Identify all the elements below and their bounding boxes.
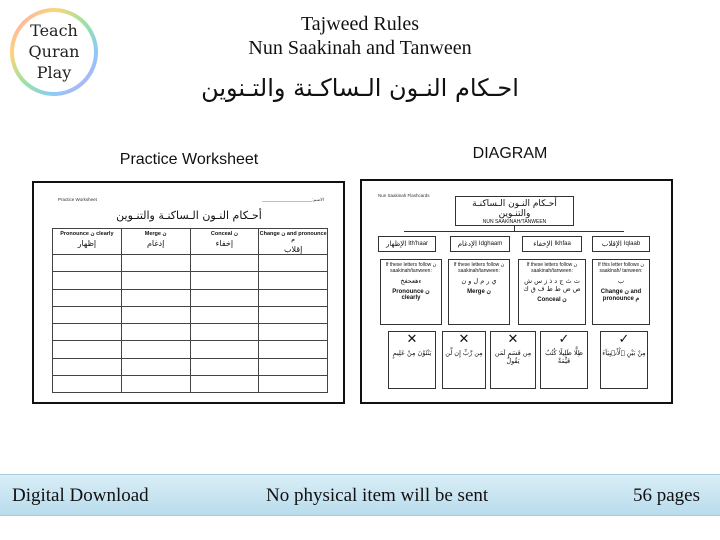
table-cell [259, 341, 328, 358]
table-row [53, 324, 328, 341]
logo-line-3: Play [36, 63, 72, 82]
page-count-label: 56 pages [632, 485, 700, 506]
table-cell [53, 289, 122, 306]
category-arabic: الإخفاء [533, 240, 553, 248]
check-icon: ✓ [618, 332, 630, 347]
category-ikhfaa [522, 236, 582, 252]
table-cell [53, 255, 122, 272]
rule-intro: If these letters follow ن saakinah/tanween: [453, 262, 505, 274]
table-cell [53, 375, 122, 392]
table-row [53, 341, 328, 358]
table-cell [190, 358, 259, 375]
rule-box-idghaam [448, 259, 510, 325]
table-cell [259, 375, 328, 392]
table-cell [190, 289, 259, 306]
digital-download-label: Digital Download [12, 485, 149, 506]
table-cell [259, 306, 328, 323]
rule-action: Merge ن [467, 289, 491, 295]
rule-intro: If this letter follows ن saakinah/ tanween: [597, 262, 645, 274]
rule-box-iqlaab [592, 259, 650, 325]
table-row [53, 358, 328, 375]
column-label: Change ن and pronounce م [259, 231, 327, 243]
practice-worksheet-preview [32, 181, 345, 404]
table-cell [121, 341, 190, 358]
worksheet-label: Practice Worksheet [58, 197, 97, 202]
table-cell [259, 358, 328, 375]
category-english: Ikhfaa [554, 241, 571, 247]
table-cell [190, 375, 259, 392]
diagram-root-english: NUN SAAKINAH/TANWEEN [482, 219, 547, 225]
worksheet-arabic-title: أحـكام النـون الـساكنـة والتنـوين [116, 209, 262, 222]
table-cell [259, 255, 328, 272]
rule-action: Change ن and pronounce م [600, 289, 642, 302]
category-arabic: الإقلاب [601, 240, 622, 248]
example-card [388, 331, 436, 389]
rule-intro: If these letters follow ن saakinah/tanween: [526, 262, 578, 274]
table-cell [190, 306, 259, 323]
table-cell [190, 272, 259, 289]
cross-icon: ✕ [406, 332, 418, 347]
info-banner [0, 474, 720, 516]
rule-action: Pronounce ن clearly [392, 289, 430, 301]
card-arabic: يَنْئَوْنَ مِنْ عَلِيمٍ [392, 349, 432, 357]
card-arabic: مِن رَّبِّ إِن لَّن [445, 349, 483, 357]
table-cell [121, 272, 190, 289]
category-english: Ith'haar [408, 241, 429, 247]
column-header [259, 229, 328, 255]
table-cell [121, 289, 190, 306]
table-cell [259, 324, 328, 341]
column-arabic: إخفاء [215, 239, 234, 248]
column-header [121, 229, 190, 255]
logo-line-2: Quran [28, 42, 80, 61]
rule-box-ithhaar [380, 259, 442, 325]
table-row [53, 272, 328, 289]
cross-icon: ✕ [507, 332, 519, 347]
category-idghaam [450, 236, 510, 252]
page-title: Tajweed Rules [300, 13, 419, 35]
no-physical-item-label: No physical item will be sent [266, 485, 489, 506]
worksheet-name-field: الاسم:____________________ [262, 197, 324, 202]
category-ithhaar [378, 236, 436, 252]
page-subtitle: Nun Saakinah and Tanween [248, 37, 472, 59]
example-card [442, 331, 486, 389]
table-cell [121, 306, 190, 323]
rule-letters: ت ث ج د ذ ز س ش ص ض ط ظ ف ق ك [523, 277, 581, 293]
table-cell [53, 272, 122, 289]
table-cell [190, 341, 259, 358]
rule-action: Conceal ن [537, 297, 567, 303]
diagram-label: Nun Saakinah Flashcards [378, 193, 430, 198]
worksheet-caption: Practice Worksheet [119, 151, 259, 168]
table-cell [53, 324, 122, 341]
diagram-caption: DIAGRAM [472, 145, 548, 162]
example-card [490, 331, 536, 389]
arabic-title: احـكام النـون الـساكـنة والتـنوين [201, 74, 519, 102]
teach-quran-play-logo [8, 6, 100, 98]
table-cell [53, 306, 122, 323]
category-english: Idghaam [478, 241, 503, 247]
table-cell [259, 272, 328, 289]
page-header [200, 12, 520, 60]
worksheet-table [52, 228, 328, 393]
table-header-row [53, 229, 328, 255]
table-cell [53, 358, 122, 375]
table-cell [121, 255, 190, 272]
column-arabic: إقلاب [283, 245, 303, 254]
table-row [53, 306, 328, 323]
table-cell [121, 324, 190, 341]
rule-intro: If these letters follow ن saakinah/tanween: [385, 262, 437, 274]
check-icon: ✓ [558, 332, 570, 347]
table-row [53, 289, 328, 306]
card-arabic: مِنْ بَيْنِ ٱلْأَنۢبِيَآءَ [602, 349, 646, 357]
table-row [53, 375, 328, 392]
rule-box-ikhfaa [518, 259, 586, 325]
table-cell [259, 289, 328, 306]
table-cell [121, 375, 190, 392]
column-label: Conceal ن [210, 231, 238, 237]
table-cell [190, 255, 259, 272]
column-header [53, 229, 122, 255]
category-iqlaab [592, 236, 650, 252]
cross-icon: ✕ [458, 332, 470, 347]
table-cell [190, 324, 259, 341]
card-arabic: ظِلًّا ظَلِيلًا كُتُبٌ قَيِّمَةٌ [545, 349, 583, 365]
column-arabic: إدغام [146, 239, 165, 248]
category-arabic: الإدغام [457, 240, 477, 248]
column-label: Pronounce ن clearly [60, 231, 114, 237]
rule-letters: ب [617, 277, 625, 285]
example-card [540, 331, 588, 389]
diagram-root-arabic: أحـكام النـون الـساكنـة والتنـوين [472, 199, 557, 219]
logo-line-1: Teach [30, 21, 78, 40]
card-arabic: مِن قَسَمٍ لَمَن يَقُولُ [494, 349, 532, 365]
rule-letters: ءهعحغخ [400, 277, 422, 285]
example-card [600, 331, 648, 389]
rule-letters: ي ر م ل و ن [461, 277, 497, 285]
connector-line [404, 231, 624, 232]
table-cell [53, 341, 122, 358]
category-arabic: الإظهار [385, 240, 407, 248]
column-header [190, 229, 259, 255]
diagram-root-node [455, 196, 574, 226]
column-arabic: إظهار [77, 239, 97, 248]
diagram-preview [360, 179, 673, 404]
table-cell [121, 358, 190, 375]
column-label: Merge ن [144, 231, 167, 237]
category-english: Iqlaab [623, 241, 641, 247]
table-row [53, 255, 328, 272]
